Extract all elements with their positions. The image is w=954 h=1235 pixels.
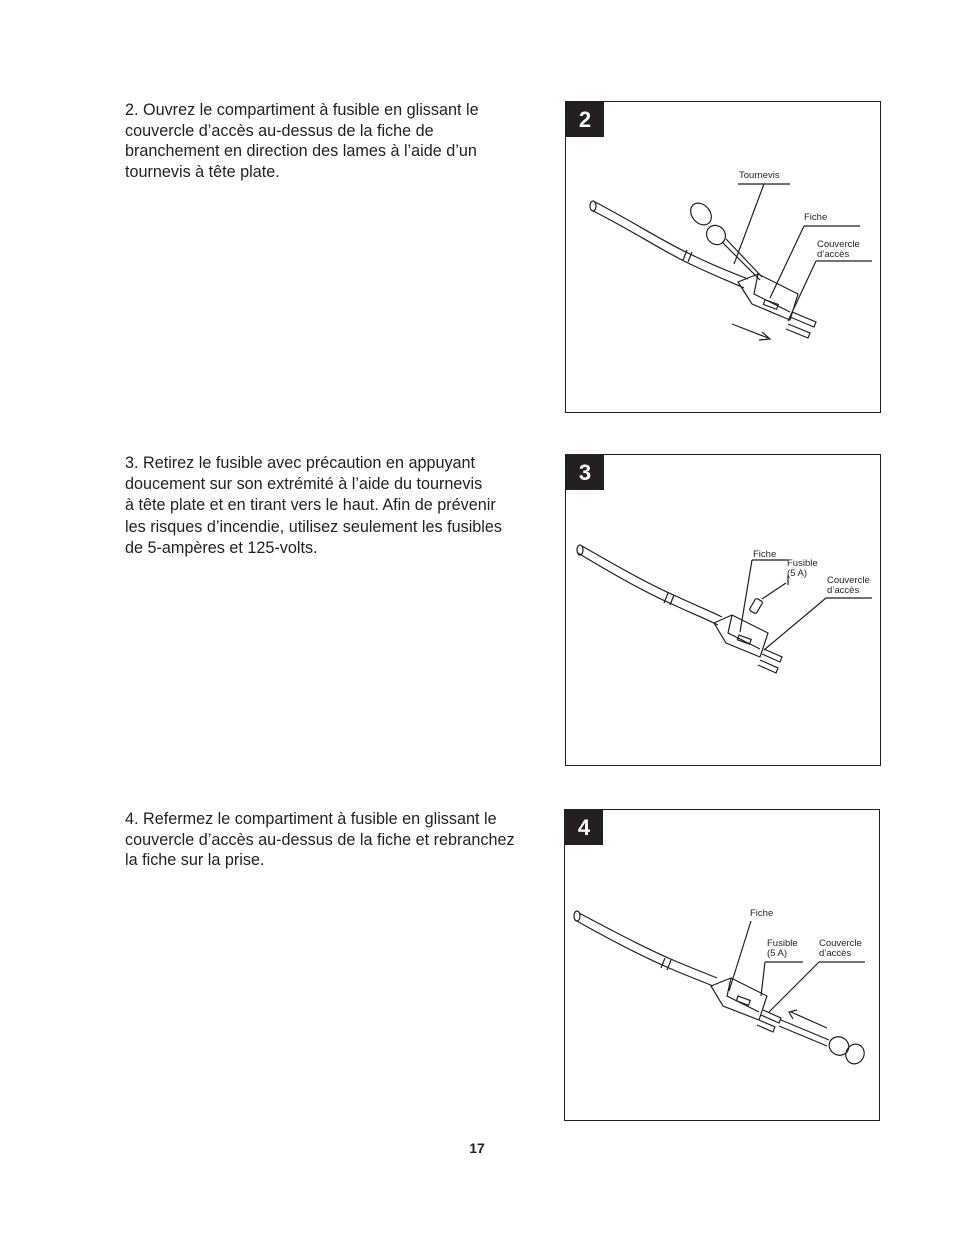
step-3-line: les risques d’incendie, utilisez seulement les fusibles	[125, 517, 502, 536]
label-access-cover: Couvercle	[819, 938, 862, 949]
figure-4-illustration	[565, 810, 881, 1122]
step-4-line: 4. Refermez le compartiment à fusible en glissant le	[125, 810, 497, 828]
step-2-line: couvercle d’accès au-dessus de la fiche de	[125, 121, 434, 140]
figure-2	[565, 101, 881, 413]
step-2-line: branchement en direction des lames à l’aide d’un	[125, 142, 477, 161]
step-2-text	[125, 100, 550, 182]
figure-3-illustration	[566, 455, 882, 767]
step-3-line: à tête plate et en tirant vers le haut. Afin de prévenir	[125, 496, 496, 515]
step-4-line: la fiche sur la prise.	[125, 851, 265, 870]
label-access-cover: Couvercle	[827, 575, 870, 586]
label-fuse: Fusible	[787, 558, 818, 569]
step-4-line: couvercle d’accès au-dessus de la fiche et rebranchez	[125, 830, 515, 849]
figure-4	[564, 809, 880, 1121]
label-access-cover: d’accès	[819, 948, 852, 959]
label-plug: Fiche	[750, 908, 774, 919]
figure-4-number: 4	[565, 810, 603, 845]
label-fuse-rating: (5 A)	[767, 948, 788, 959]
label-fuse: Fusible	[767, 938, 798, 949]
label-plug: Fiche	[804, 212, 828, 223]
label-screwdriver: Tournevis	[739, 170, 780, 181]
page-number: 17	[469, 1140, 485, 1156]
label-access-cover: d’accès	[827, 585, 860, 596]
step-4-text	[125, 809, 550, 871]
step-3-line: 3. Retirez le fusible avec précaution en appuyant	[125, 454, 476, 472]
label-access-cover: d’accès	[817, 249, 850, 260]
figure-3	[565, 454, 881, 766]
figure-3-number: 3	[566, 455, 604, 490]
figure-2-number: 2	[566, 102, 604, 137]
step-2-line: 2. Ouvrez le compartiment à fusible en glissant le	[125, 101, 479, 119]
step-3-text	[125, 453, 550, 559]
label-fuse-rating: (5 A)	[787, 568, 808, 579]
label-plug: Fiche	[753, 549, 777, 560]
step-3-line: de 5-ampères et 125-volts.	[125, 538, 318, 557]
step-2-line: tournevis à tête plate.	[125, 162, 280, 181]
label-access-cover: Couvercle	[817, 239, 860, 250]
step-3-line: doucement sur son extrémité à l’aide du tournevis	[125, 475, 483, 494]
